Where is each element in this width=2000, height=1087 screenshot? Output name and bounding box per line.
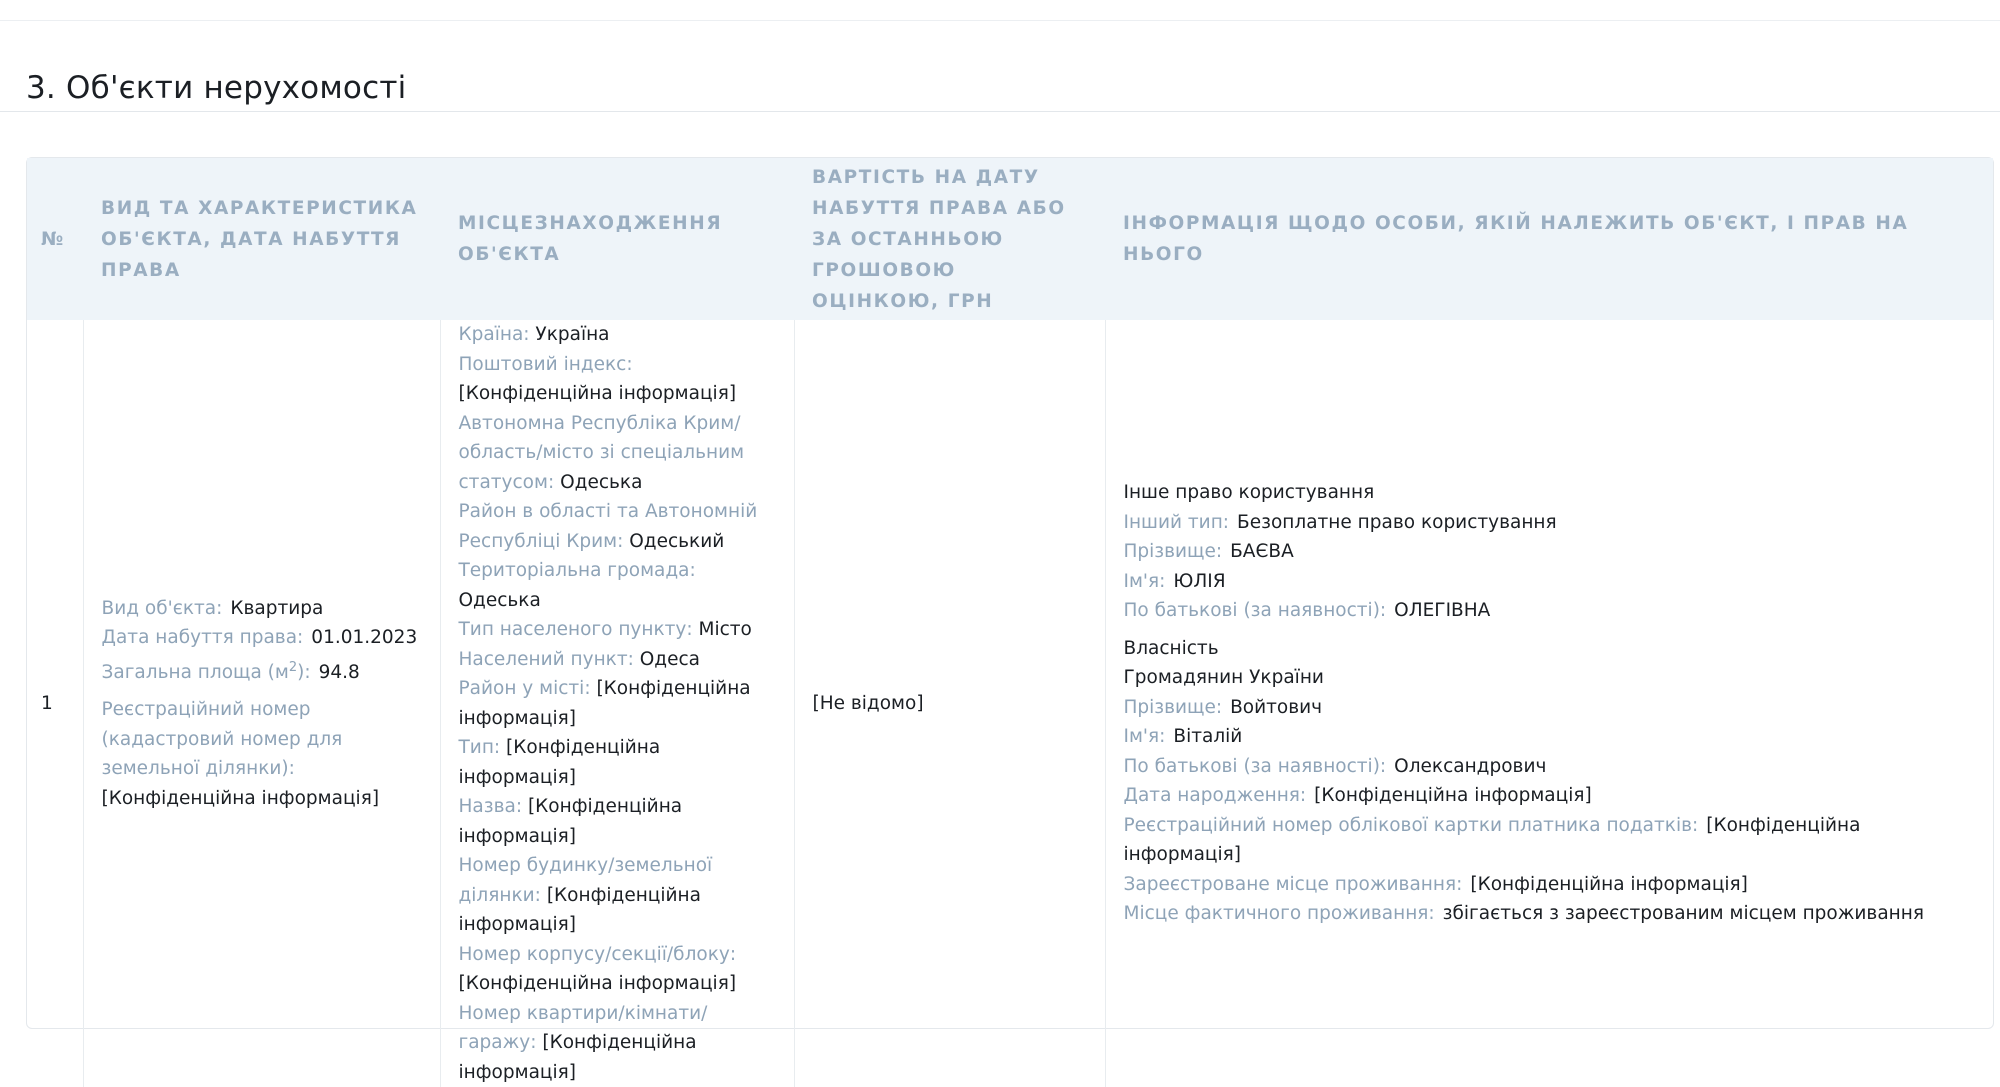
surname-value: БАЄВА <box>1230 541 1294 563</box>
apartment-label: Номер квартири/кімнати/гаражу: <box>458 1002 708 1053</box>
table-row <box>27 320 1993 1087</box>
right-type: Інше право користування <box>1123 482 1375 504</box>
birth-date-label: Дата народження: <box>1123 785 1307 807</box>
other-type-value: Безоплатне право користування <box>1237 511 1557 533</box>
registration-number-label: Реєстраційний номер (кадастровий номер для земельної ділянки): <box>101 699 343 780</box>
object-type-label: Вид об'єкта: <box>101 597 223 619</box>
country-label: Країна: <box>458 324 530 345</box>
location-cell <box>440 320 794 1087</box>
header-value: ВАРТІСТЬ НА ДАТУ НАБУТТЯ ПРАВА АБО ЗА ОСТАННЬОЮ ГРОШОВОЮ ОЦІНКОЮ, ГРН <box>812 166 1066 312</box>
street-type-value: [Конфіденційна інформація] <box>458 737 661 788</box>
tax-number-value: [Конфіденційна інформація] <box>1123 814 1861 866</box>
acquisition-date-value: 01.01.2023 <box>311 627 418 649</box>
object-cell <box>83 320 440 1087</box>
patronymic-label: По батькові (за наявності): <box>1123 755 1387 777</box>
postal-label: Поштовий індекс: <box>458 353 633 375</box>
name-value: Віталій <box>1173 726 1243 748</box>
patronymic-value: ОЛЕГІВНА <box>1394 600 1491 622</box>
region-value: Одеська <box>560 471 643 493</box>
house-number-value: [Конфіденційна інформація] <box>458 884 701 935</box>
postal-value: [Конфіденційна інформація] <box>458 383 737 404</box>
patronymic-value: Олександрович <box>1394 755 1547 777</box>
country-value: Україна <box>535 324 610 345</box>
name-label: Ім'я: <box>1123 570 1166 592</box>
right-block-usage <box>1124 478 1976 626</box>
actual-residence-value: збігається з зареєстрованим місцем проживання <box>1442 903 1924 925</box>
settlement-type-value: Місто <box>698 619 752 640</box>
district-value: Одеський <box>629 530 725 552</box>
apartment-value: [Конфіденційна інформація] <box>458 1032 697 1083</box>
registration-number-value: [Конфіденційна інформація] <box>101 787 380 809</box>
area-label: Загальна площа $(м^2)$: <box>101 659 311 683</box>
street-type-label: Тип: <box>458 737 501 758</box>
settlement-type-label: Тип населеного пункту: <box>458 619 693 640</box>
citizenship: Громадянин України <box>1123 667 1324 689</box>
right-type: Власність <box>1123 637 1219 659</box>
section-title: 3. Об'єкти нерухомості <box>26 69 407 106</box>
actual-residence-label: Місце фактичного проживання: <box>1123 903 1435 925</box>
region-label: Автономна Республіка Крим/область/місто зі спеціальним статусом: <box>458 412 745 493</box>
header-object-type: ВИД ТА ХАРАКТЕРИСТИКА ОБ'ЄКТА, ДАТА НАБУТТЯ ПРАВА <box>101 197 418 281</box>
street-name-label: Назва: <box>458 796 523 817</box>
section-divider <box>0 111 2000 112</box>
house-number-label: Номер будинку/земельної ділянки: <box>458 855 713 906</box>
value-cell: [Не відомо] <box>794 320 1105 1087</box>
patronymic-label: По батькові (за наявності): <box>1123 600 1387 622</box>
acquisition-date-label: Дата набуття права: <box>101 627 304 649</box>
building-value: [Конфіденційна інформація] <box>458 973 737 994</box>
name-value: ЮЛІЯ <box>1173 570 1226 592</box>
header-location: МІСЦЕЗНАХОДЖЕННЯ ОБ'ЄКТА <box>458 213 723 265</box>
registered-residence-label: Зареєстроване місце проживання: <box>1123 873 1463 895</box>
community-label: Територіальна громада: <box>458 560 696 581</box>
street-name-value: [Конфіденційна інформація] <box>458 796 683 847</box>
city-district-value: [Конфіденційна інформація] <box>458 678 751 729</box>
district-label: Район в області та Автономній Республіці Крим: <box>458 501 758 552</box>
birth-date-value: [Конфіденційна інформація] <box>1314 785 1592 807</box>
settlement-label: Населений пункт: <box>458 648 634 670</box>
name-label: Ім'я: <box>1123 726 1166 748</box>
settlement-value: Одеса <box>639 648 700 670</box>
tax-number-label: Реєстраційний номер облікової картки платника податків: <box>1123 814 1699 836</box>
row-number: 1 <box>41 692 53 714</box>
header-num: № <box>41 228 64 250</box>
header-owner-info: ІНФОРМАЦІЯ ЩОДО ОСОБИ, ЯКІЙ НАЛЕЖИТЬ ОБ'ЄКТ, І ПРАВ НА НЬОГО <box>1123 213 1909 265</box>
area-value: 94.8 <box>318 661 360 683</box>
table-header-row <box>27 158 1993 320</box>
right-block-ownership <box>1124 634 1976 929</box>
surname-label: Прізвище: <box>1123 696 1223 718</box>
object-type-value: Квартира <box>230 597 324 619</box>
city-district-label: Район у місті: <box>458 678 591 699</box>
owner-info-cell <box>1105 320 1993 1087</box>
real-estate-table <box>26 157 1994 1083</box>
registered-residence-value: [Конфіденційна інформація] <box>1470 873 1748 895</box>
surname-value: Войтович <box>1230 696 1323 718</box>
top-divider <box>0 20 2000 21</box>
other-type-label: Інший тип: <box>1123 511 1230 533</box>
community-value: Одеська <box>458 589 541 611</box>
building-label: Номер корпусу/секції/блоку: <box>458 943 737 965</box>
surname-label: Прізвище: <box>1123 541 1223 563</box>
